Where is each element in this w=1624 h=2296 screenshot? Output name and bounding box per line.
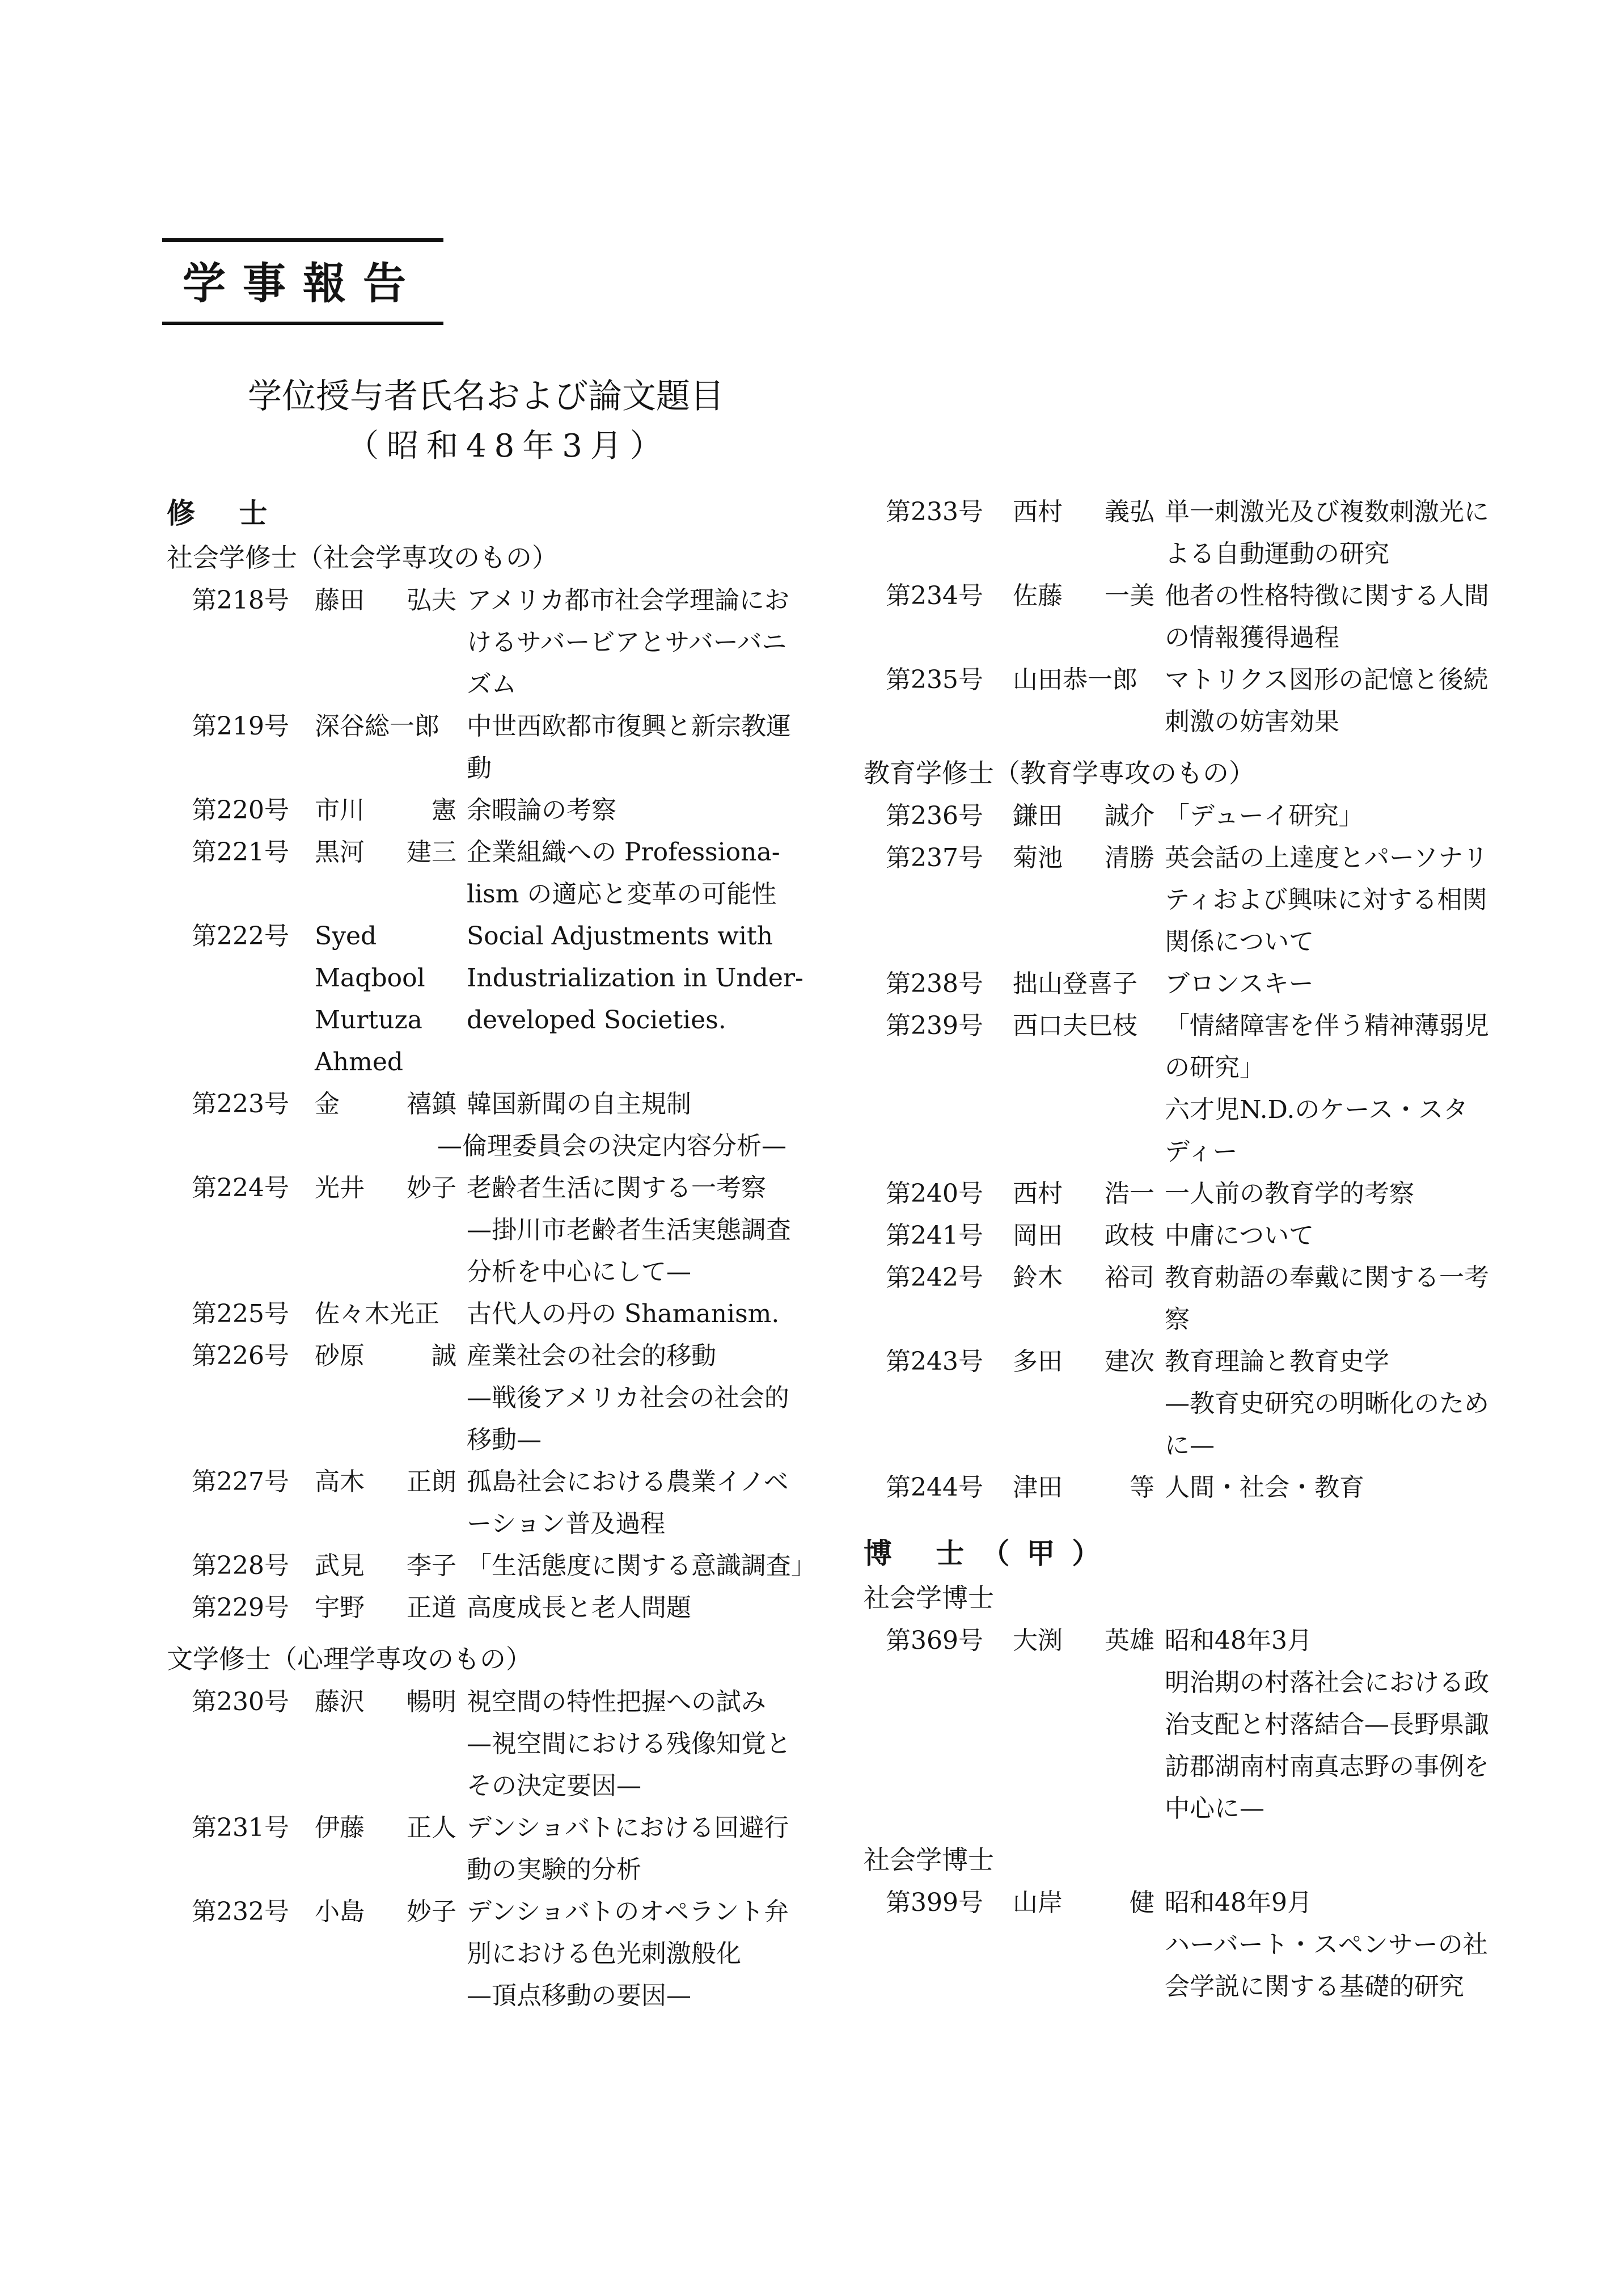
author-name xyxy=(1013,1341,1154,1467)
degree-subheading: 社会学博士 xyxy=(864,1582,994,1613)
degree-number: 第236号 xyxy=(886,801,983,830)
thesis-entry xyxy=(167,1587,802,1629)
thesis-title-line: その決定要因— xyxy=(467,1771,641,1800)
author-name-row xyxy=(315,580,456,622)
thesis-title-line: 単一刺激光及び複数刺激光に xyxy=(1165,497,1489,526)
thesis-title-line: Industrialization in Under- xyxy=(467,964,803,993)
author-name-line: Maqbool xyxy=(315,964,425,993)
degree-subheading: 社会学修士（社会学専攻のもの） xyxy=(167,542,558,573)
thesis-entry xyxy=(864,1882,1504,2008)
thesis-entry xyxy=(167,790,802,832)
degree-number: 第232号 xyxy=(192,1897,289,1926)
thesis-title-line: 教育理論と教育史学 xyxy=(1165,1347,1389,1376)
thesis-entry xyxy=(864,837,1504,963)
author-name xyxy=(315,1587,456,1629)
thesis-title xyxy=(1165,1467,1499,1509)
thesis-title-line: 他者の性格特徴に関する人間 xyxy=(1165,581,1489,610)
author-name-row xyxy=(315,1083,456,1125)
thesis-title xyxy=(1165,795,1499,837)
thesis-title xyxy=(1165,1215,1499,1257)
thesis-title-line: デンショバトのオペラント弁 xyxy=(467,1897,789,1926)
thesis-title-line: —視空間における残像知覚と xyxy=(467,1729,791,1758)
section-title-block xyxy=(162,238,443,325)
thesis-title-line: 明治期の村落社会における政 xyxy=(1165,1668,1489,1697)
family-name: 菊池 xyxy=(1013,843,1063,872)
thesis-title-line: 動 xyxy=(467,754,492,783)
degree-number: 第218号 xyxy=(192,586,289,615)
thesis-entry xyxy=(167,580,802,706)
author-name xyxy=(315,1083,456,1167)
author-name-row xyxy=(1013,1620,1154,1662)
family-name: 深谷総一郎 xyxy=(315,712,439,741)
thesis-entry xyxy=(864,575,1504,659)
author-name xyxy=(315,580,456,706)
author-name xyxy=(1013,1257,1154,1341)
thesis-entry xyxy=(864,1005,1504,1173)
degree-number: 第225号 xyxy=(192,1299,289,1328)
author-name-row xyxy=(1013,1005,1154,1047)
author-name xyxy=(1013,1005,1154,1173)
thesis-title-line: 別における色光刺激般化 xyxy=(467,1939,741,1968)
thesis-entry xyxy=(864,795,1504,837)
thesis-title-line: 高度成長と老人問題 xyxy=(467,1593,691,1622)
given-name: 政枝 xyxy=(1105,1221,1154,1250)
thesis-title-line: 孤島社会における農業イノベ xyxy=(467,1467,789,1496)
thesis-title xyxy=(467,1807,801,1891)
given-name: 浩一 xyxy=(1105,1179,1154,1208)
author-name-row xyxy=(1013,1173,1154,1215)
degree-number: 第239号 xyxy=(886,1011,983,1040)
given-name: 誠 xyxy=(432,1341,456,1370)
thesis-title-line: 産業社会の社会的移動 xyxy=(467,1341,716,1370)
thesis-entry xyxy=(167,1293,802,1335)
family-name: 大渕 xyxy=(1013,1626,1063,1655)
author-name-row xyxy=(315,1293,456,1335)
degree-number: 第243号 xyxy=(886,1347,983,1376)
family-name: 小島 xyxy=(315,1897,365,1926)
degree-number: 第226号 xyxy=(192,1341,289,1370)
thesis-title-line: 治支配と村落結合—長野県諏 xyxy=(1165,1710,1489,1739)
given-name: 建三 xyxy=(407,838,456,867)
degree-number: 第221号 xyxy=(192,838,289,867)
thesis-entry xyxy=(167,915,802,1083)
thesis-title-line: マトリクス図形の記憶と後続 xyxy=(1165,665,1488,694)
family-name: 武見 xyxy=(315,1551,365,1580)
thesis-entry xyxy=(167,1545,816,1587)
family-name: 拙山登喜子 xyxy=(1013,969,1137,998)
author-name-line: Ahmed xyxy=(315,1048,404,1077)
thesis-entry xyxy=(167,1681,802,1807)
author-name-row xyxy=(1013,837,1154,879)
thesis-title-line: Social Adjustments with xyxy=(467,922,773,951)
thesis-title-line: に— xyxy=(1165,1431,1215,1460)
family-name: 西口夫巳枝 xyxy=(1013,1011,1137,1040)
author-name-row xyxy=(315,1335,456,1377)
thesis-title-line: 「デューイ研究」 xyxy=(1165,801,1364,830)
given-name: 憲 xyxy=(432,796,456,825)
author-name-row xyxy=(1013,1215,1154,1257)
thesis-title-line: 人間・社会・教育 xyxy=(1165,1473,1364,1502)
given-name: 英雄 xyxy=(1105,1626,1154,1655)
degree-number: 第229号 xyxy=(192,1593,289,1622)
thesis-entry xyxy=(167,1167,802,1293)
thesis-title xyxy=(1165,1173,1499,1215)
thesis-entry xyxy=(167,1335,802,1461)
family-name: 津田 xyxy=(1013,1473,1063,1502)
thesis-title-line: 余暇論の考察 xyxy=(467,796,616,825)
thesis-title xyxy=(467,1461,801,1545)
thesis-title-line: 関係について xyxy=(1165,927,1314,956)
family-name: 山田恭一郎 xyxy=(1013,665,1137,694)
given-name: 健 xyxy=(1130,1888,1154,1917)
author-name-row xyxy=(1013,1467,1154,1509)
author-name xyxy=(1013,1467,1154,1509)
degree-number: 第237号 xyxy=(886,843,983,872)
family-name: 西村 xyxy=(1013,497,1063,526)
thesis-title xyxy=(467,832,801,915)
thesis-title xyxy=(1165,837,1499,963)
thesis-title-line: 教育勅語の奉戴に関する一考 xyxy=(1165,1263,1489,1292)
author-name-row xyxy=(1013,795,1154,837)
author-name xyxy=(315,915,456,1083)
thesis-title-line: 古代人の丹の Shamanism. xyxy=(467,1299,780,1328)
author-name-row xyxy=(315,1807,456,1849)
right-column xyxy=(864,491,1504,2008)
author-name-row xyxy=(315,1681,456,1723)
thesis-title-line: 視空間の特性把握への試み xyxy=(467,1687,766,1716)
degree-number: 第234号 xyxy=(886,581,983,610)
family-name: 砂原 xyxy=(315,1341,365,1370)
thesis-title xyxy=(1165,1005,1499,1173)
given-name: 妙子 xyxy=(407,1174,456,1202)
degree-number: 第231号 xyxy=(192,1813,289,1842)
given-name: 妙子 xyxy=(407,1897,456,1926)
author-name xyxy=(315,1293,456,1335)
given-name: 一美 xyxy=(1105,581,1154,610)
thesis-title-line: —倫理委員会の決定内容分析— xyxy=(437,1132,786,1160)
degree-subheading: 教育学修士（教育学専攻のもの） xyxy=(864,758,1255,788)
given-name: 義弘 xyxy=(1105,497,1154,526)
thesis-title-line: developed Societies. xyxy=(467,1006,726,1035)
thesis-title xyxy=(437,1083,801,1167)
thesis-title-line: 昭和48年9月 xyxy=(1165,1888,1312,1917)
thesis-title xyxy=(1165,1257,1499,1341)
thesis-title-line: 中心に— xyxy=(1165,1794,1264,1823)
thesis-title-line: 韓国新聞の自主規制 xyxy=(467,1090,691,1119)
thesis-title-line: 移動— xyxy=(467,1425,542,1454)
family-name: 藤田 xyxy=(315,586,365,615)
thesis-title-line: ハーバート・スペンサーの社 xyxy=(1165,1930,1488,1959)
author-name-row xyxy=(315,1167,456,1209)
author-name xyxy=(315,1681,456,1807)
degree-number: 第244号 xyxy=(886,1473,983,1502)
thesis-title xyxy=(467,1167,801,1293)
author-name-row xyxy=(315,790,456,832)
thesis-title-line: 英会話の上達度とパーソナリ xyxy=(1165,843,1488,872)
degree-number: 第228号 xyxy=(192,1551,289,1580)
degree-number: 第220号 xyxy=(192,796,289,825)
degree-number: 第242号 xyxy=(886,1263,983,1292)
author-name-row xyxy=(315,832,456,873)
given-name: 建次 xyxy=(1105,1347,1154,1376)
thesis-entry xyxy=(167,1807,802,1891)
degree-number: 第223号 xyxy=(192,1090,289,1119)
thesis-title-line: 中世西欧都市復興と新宗教運 xyxy=(467,712,791,741)
family-name: 高木 xyxy=(315,1467,365,1496)
author-name-row xyxy=(315,706,456,748)
degree-number: 第230号 xyxy=(192,1687,289,1716)
thesis-entry xyxy=(864,1257,1504,1341)
thesis-title-line: の情報獲得過程 xyxy=(1165,623,1339,652)
author-name xyxy=(315,1167,456,1293)
thesis-title xyxy=(467,1587,801,1629)
author-name-line: Murtuza xyxy=(315,1006,422,1035)
thesis-title-line: ブロンスキー xyxy=(1165,969,1314,998)
degree-number: 第235号 xyxy=(886,665,983,694)
thesis-title xyxy=(467,1891,801,2017)
thesis-title-line: ズム xyxy=(467,670,517,699)
thesis-title-line: ディー xyxy=(1165,1137,1238,1166)
author-name xyxy=(315,1891,456,2017)
thesis-title-line: の研究」 xyxy=(1165,1053,1264,1082)
family-name: 光井 xyxy=(315,1174,365,1202)
author-name xyxy=(1013,491,1154,575)
thesis-entry xyxy=(864,1215,1504,1257)
thesis-title xyxy=(1165,1341,1499,1467)
author-name-row xyxy=(315,1891,456,1933)
family-name: 鈴木 xyxy=(1013,1263,1063,1292)
degree-subheading: 文学修士（心理学専攻のもの） xyxy=(167,1644,532,1674)
thesis-title xyxy=(1165,1620,1499,1830)
author-name xyxy=(1013,1173,1154,1215)
thesis-title-line: —教育史研究の明晰化のため xyxy=(1165,1389,1489,1418)
thesis-title xyxy=(1165,575,1499,659)
thesis-title-line: 六才児N.D.のケース・スタ xyxy=(1165,1095,1469,1124)
given-name: 正人 xyxy=(407,1813,456,1842)
author-name-row xyxy=(1013,1257,1154,1299)
family-name: 佐藤 xyxy=(1013,581,1063,610)
title-bottom-rule xyxy=(162,322,443,325)
given-name: 正道 xyxy=(407,1593,456,1622)
thesis-title-line: 訪郡湖南村南真志野の事例を xyxy=(1165,1752,1489,1781)
family-name: 多田 xyxy=(1013,1347,1063,1376)
given-name: 裕司 xyxy=(1105,1263,1154,1292)
family-name: 黒河 xyxy=(315,838,365,867)
author-name xyxy=(315,790,456,832)
thesis-title-line: 刺激の妨害効果 xyxy=(1165,707,1339,736)
thesis-title xyxy=(467,1335,801,1461)
degree-subheading: 社会学博士 xyxy=(864,1845,994,1875)
author-name-row xyxy=(1013,1882,1154,1924)
section-title: 学事報告 xyxy=(183,258,423,309)
thesis-entry xyxy=(167,832,802,915)
author-name xyxy=(1013,1620,1154,1830)
thesis-title xyxy=(1165,963,1499,1005)
degree-heading: 修 士 xyxy=(167,497,285,530)
author-name-row xyxy=(1013,491,1154,533)
given-name: 正朗 xyxy=(407,1467,456,1496)
family-name: 藤沢 xyxy=(315,1687,365,1716)
thesis-title-line: 察 xyxy=(1165,1305,1190,1334)
degree-number: 第219号 xyxy=(192,712,289,741)
thesis-title-line: けるサバービアとサバーバニ xyxy=(467,628,787,657)
family-name: 鎌田 xyxy=(1013,801,1063,830)
thesis-title-line: 「情緒障害を伴う精神薄弱児 xyxy=(1165,1011,1489,1040)
given-name: 暢明 xyxy=(407,1687,456,1716)
author-name xyxy=(315,1545,456,1587)
family-name: 山岸 xyxy=(1013,1888,1063,1917)
author-name-row xyxy=(1013,1341,1154,1383)
degree-heading: 博 士（甲） xyxy=(864,1537,1118,1570)
author-name-row xyxy=(1013,659,1154,701)
thesis-title-line: アメリカ都市社会学理論にお xyxy=(467,586,789,615)
thesis-entry xyxy=(864,659,1504,743)
family-name: 岡田 xyxy=(1013,1221,1063,1250)
thesis-title xyxy=(467,1293,801,1335)
thesis-title-line: 分析を中心にして— xyxy=(467,1257,691,1286)
thesis-title-line: —戦後アメリカ社会の社会的 xyxy=(467,1383,789,1412)
degree-number: 第227号 xyxy=(192,1467,289,1496)
thesis-title-line: ティおよび興味に対する相関 xyxy=(1165,885,1487,914)
author-name-row xyxy=(315,1545,456,1587)
given-name: 誠介 xyxy=(1105,801,1154,830)
author-name-line: Syed xyxy=(315,922,377,951)
thesis-title-line: 「生活態度に関する意識調査」 xyxy=(467,1551,816,1580)
thesis-entry xyxy=(864,491,1504,575)
given-name: 等 xyxy=(1130,1473,1154,1502)
thesis-entry xyxy=(864,1341,1504,1467)
author-name xyxy=(315,1335,456,1461)
author-name xyxy=(1013,795,1154,837)
thesis-title-line: —掛川市老齢者生活実態調査 xyxy=(467,1215,791,1244)
thesis-title xyxy=(467,790,801,832)
thesis-entry xyxy=(167,1083,802,1167)
thesis-entry xyxy=(167,1461,802,1545)
document-subtitle: 学位授与者氏名および論文題目 xyxy=(248,377,724,416)
author-name xyxy=(1013,963,1154,1005)
family-name: 西村 xyxy=(1013,1179,1063,1208)
thesis-title-line: 企業組織への Professiona- xyxy=(467,838,780,867)
author-name xyxy=(1013,837,1154,963)
author-name-row xyxy=(315,1587,456,1629)
degree-number: 第399号 xyxy=(886,1888,983,1917)
thesis-title-line: デンショバトにおける回避行 xyxy=(467,1813,789,1842)
thesis-title xyxy=(467,580,801,706)
degree-number: 第238号 xyxy=(886,969,983,998)
thesis-title-line: 一人前の教育学的考察 xyxy=(1165,1179,1414,1208)
thesis-title-line: ーション普及過程 xyxy=(467,1509,666,1538)
degree-number: 第369号 xyxy=(886,1626,983,1655)
thesis-entry xyxy=(864,1467,1504,1509)
left-column xyxy=(167,491,816,2017)
degree-number: 第240号 xyxy=(886,1179,983,1208)
author-name xyxy=(1013,1215,1154,1257)
family-name: 市川 xyxy=(315,796,365,825)
given-name: 李子 xyxy=(407,1551,456,1580)
thesis-title-line: 会学説に関する基礎的研究 xyxy=(1165,1972,1464,2001)
degree-number: 第241号 xyxy=(886,1221,983,1250)
thesis-title xyxy=(467,706,801,790)
thesis-entry xyxy=(864,1173,1504,1215)
author-name-row xyxy=(1013,963,1154,1005)
thesis-title-line: よる自動運動の研究 xyxy=(1165,539,1389,568)
given-name: 清勝 xyxy=(1105,843,1154,872)
author-name xyxy=(1013,659,1154,743)
author-name xyxy=(315,832,456,915)
given-name: 禧鎮 xyxy=(407,1090,456,1119)
thesis-entry xyxy=(864,1620,1504,1830)
thesis-title-line: 昭和48年3月 xyxy=(1165,1626,1312,1655)
author-name xyxy=(1013,1882,1154,2008)
thesis-title-line: lism の適応と変革の可能性 xyxy=(467,880,777,909)
author-name xyxy=(315,1461,456,1545)
thesis-entry xyxy=(864,963,1504,1005)
thesis-title-line: —頂点移動の要因— xyxy=(467,1981,691,2010)
family-name: 佐々木光正 xyxy=(315,1299,439,1328)
thesis-title-line: 老齢者生活に関する一考察 xyxy=(467,1174,766,1202)
degree-number: 第222号 xyxy=(192,922,289,951)
thesis-title xyxy=(1165,659,1499,743)
author-name xyxy=(315,706,456,790)
author-name xyxy=(315,1807,456,1891)
thesis-title xyxy=(467,1545,816,1587)
author-name xyxy=(1013,575,1154,659)
thesis-entry xyxy=(167,1891,802,2017)
thesis-entry xyxy=(167,706,802,790)
family-name: 金 xyxy=(315,1090,340,1119)
family-name: 伊藤 xyxy=(315,1813,365,1842)
thesis-title xyxy=(467,915,801,1083)
thesis-title xyxy=(467,1681,801,1807)
degree-number: 第233号 xyxy=(886,497,983,526)
family-name: 宇野 xyxy=(315,1593,365,1622)
author-name-row xyxy=(315,1461,456,1503)
thesis-title-line: 中庸について xyxy=(1165,1221,1314,1250)
given-name: 弘夫 xyxy=(407,586,456,615)
document-date: （昭和48年3月） xyxy=(347,428,670,465)
degree-number: 第224号 xyxy=(192,1174,289,1202)
author-name-row xyxy=(1013,575,1154,617)
thesis-title xyxy=(1165,491,1499,575)
title-top-rule xyxy=(162,238,443,242)
thesis-title xyxy=(1165,1882,1499,2008)
thesis-title-line: 動の実験的分析 xyxy=(467,1855,641,1884)
